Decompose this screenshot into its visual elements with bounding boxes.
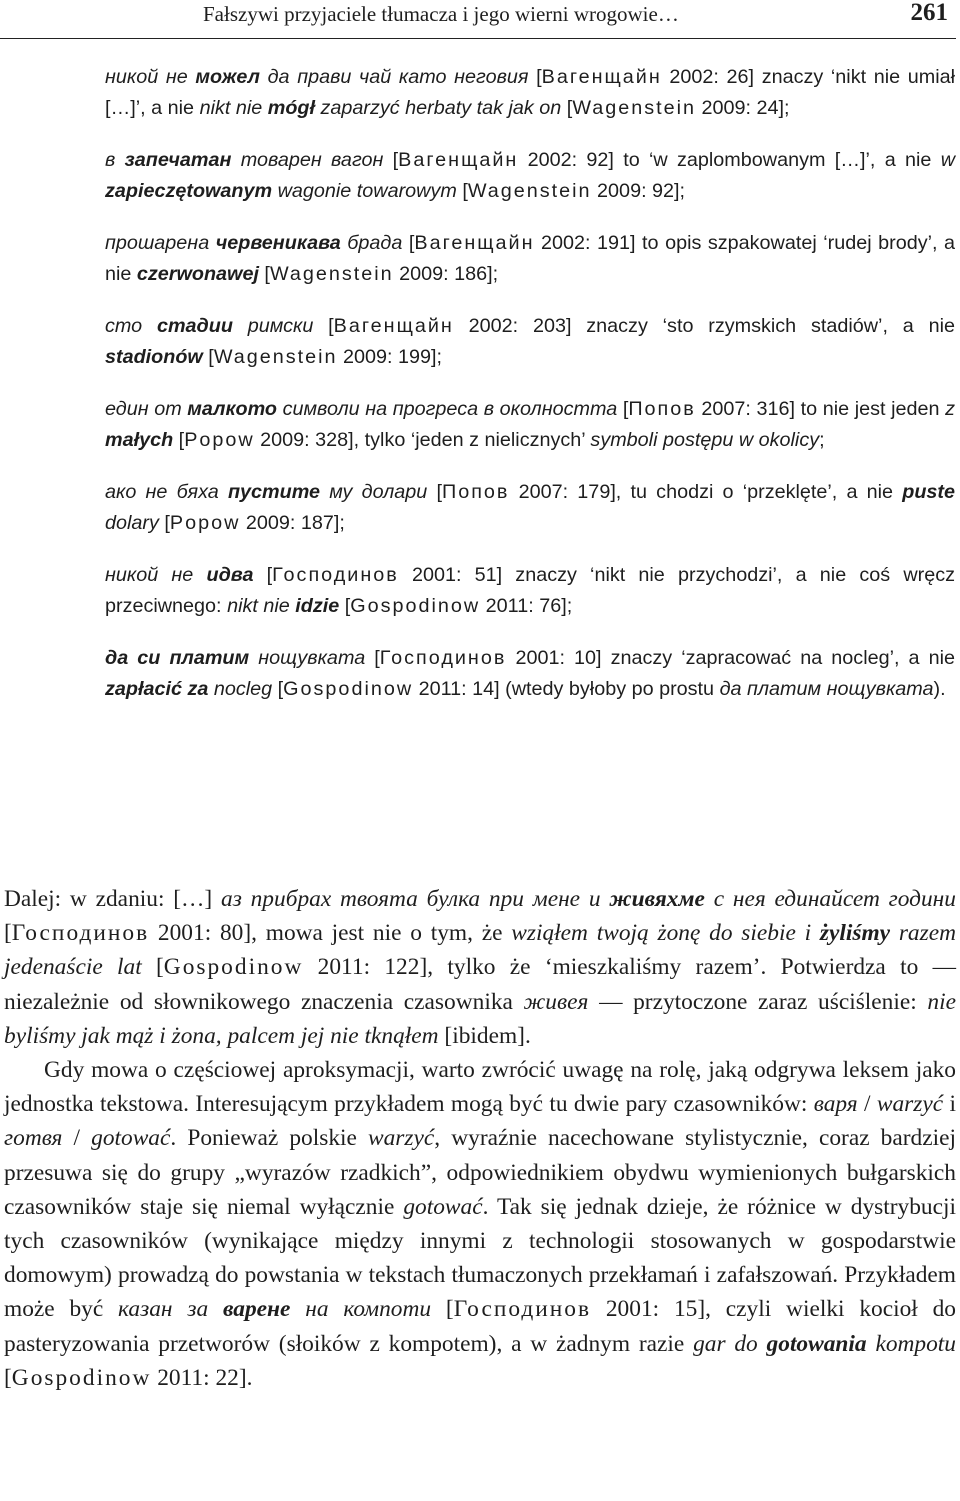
text-run: 2001: 15], czyli wielki kocioł do pasteryzowania przetworów (słoików z kompotem), a w żadnym razie [4, 1296, 956, 1357]
text-run: да прави чай като неговия [259, 66, 537, 88]
text-run: товарен вагон [231, 149, 384, 171]
text-run: idzie [295, 595, 340, 617]
text-run: Gospodinow [283, 678, 414, 700]
example-item [105, 228, 955, 290]
text-run: нощувката [249, 647, 366, 669]
text-run: [ [617, 398, 629, 420]
text-run: kompotu [866, 1330, 956, 1357]
text-run: wziąłem twoją żonę do siebie i [511, 920, 820, 947]
text-run: Gospodinow [163, 954, 304, 981]
text-run: римски [232, 315, 314, 337]
example-item [105, 394, 955, 456]
text-run: стадии [156, 315, 233, 337]
example-item [105, 560, 955, 622]
text-run: [ [456, 180, 468, 202]
text-run: [ [561, 97, 573, 119]
text-run: Dalej: w zdaniu: […] [4, 886, 221, 912]
text-run: 2011: 14] (wtedy byłoby po prostu [413, 678, 720, 700]
text-run: / [857, 1091, 877, 1118]
body-paragraph [4, 1053, 956, 1395]
text-run: Вагенщайн [541, 66, 662, 88]
text-run: един от [105, 398, 188, 420]
example-item [105, 643, 955, 705]
text-run: warzyć [876, 1091, 944, 1118]
text-run: nikt nie [227, 595, 296, 617]
text-run: живяхме [609, 886, 705, 912]
text-run: никой не [105, 564, 207, 586]
text-run: , wyraźnie nacechowane stylistycznie, coraz bardziej przesuwa się do grupy „wyrazów rzadkich”, odpowiednikiem obydwu wymienionych bułgarskich czasowników staje się niemal wyłącznie [4, 1125, 956, 1220]
text-run: 2009: 92]; [591, 180, 686, 202]
text-run: dolary [105, 512, 159, 534]
text-run: zaparzyć herbaty tak jak on [315, 97, 562, 119]
text-run: варя [813, 1091, 858, 1118]
text-run: живея [523, 988, 589, 1015]
text-run: ). [933, 678, 946, 700]
text-run: 2009: 199]; [337, 346, 443, 368]
text-run: на компоти [290, 1296, 432, 1323]
text-run: gotować [91, 1125, 171, 1152]
text-run: [ [536, 66, 542, 88]
text-run: 2009: 187]; [240, 512, 345, 534]
example-item [105, 62, 955, 124]
text-run: wagonie towarowym [272, 180, 457, 202]
body-text [4, 882, 956, 1395]
text-run: ако не бяха [105, 481, 228, 503]
text-run: zapieczętowanym [105, 180, 273, 202]
text-run: идва [206, 564, 254, 586]
text-run: [ [4, 920, 12, 947]
text-run: mógł [267, 97, 316, 119]
text-run: сто [105, 315, 157, 337]
text-run: nikt nie [199, 97, 268, 119]
text-run: [ [253, 564, 273, 586]
text-run: Попов [628, 398, 696, 420]
text-run: 2009: 328], tylko ‘jeden z nielicznych’ [254, 429, 591, 451]
text-run: 2009: 24]; [696, 97, 790, 119]
text-run: Gospodinow [11, 1364, 152, 1391]
text-run: 2011: 22]. [151, 1364, 253, 1391]
text-run: 2007: 179], tu chodzi o ‘przeklęte’, a nie [509, 481, 903, 503]
running-header [0, 0, 956, 39]
text-run: 2002: 191] to opis szpakowatej ‘rudej brody’, a nie [105, 232, 955, 285]
text-run: / [62, 1125, 92, 1152]
text-run: małych [105, 429, 174, 451]
text-run: с нея единайсет години [704, 886, 956, 912]
example-item [105, 477, 955, 539]
text-run: [ [365, 647, 380, 669]
text-run: [ [339, 595, 351, 617]
text-run: [ [383, 149, 399, 171]
text-run: пустите [227, 481, 321, 503]
text-run: 2002: 203] znaczy ‘sto rzymskich stadiów’, a nie [453, 315, 955, 337]
text-run: 2007: 316] to nie jest jeden [695, 398, 946, 420]
text-run: [ [141, 954, 164, 981]
text-run: razem jedenaście lat [4, 920, 956, 981]
text-run: [ [202, 346, 214, 368]
text-run: Wagenstein [572, 97, 697, 119]
text-run: аз прибрах твоята булка при мене и [221, 886, 610, 912]
page-number: 261 [910, 0, 948, 26]
text-run: symboli postępu w okolicy [590, 429, 820, 451]
text-run: stadionów [105, 346, 203, 368]
text-run: ; [819, 429, 825, 451]
body-paragraph [4, 882, 956, 1053]
text-run: Gdy mowa o częściowej aproksymacji, warto zwrócić uwagę na rolę, jaką odgrywa leksem jako jednostka tekstowa. Interesującym przykładem mogą być tu dwie pary czasowników: [4, 1057, 956, 1118]
text-run: warzyć [368, 1125, 435, 1152]
text-run: готвя [4, 1125, 63, 1152]
text-run: 2001: 10] znaczy ‘zapracować na nocleg’, a nie [506, 647, 956, 669]
text-run: z [945, 398, 955, 420]
text-run: gar do [693, 1330, 767, 1357]
text-run: [ [402, 232, 415, 254]
example-list [105, 62, 955, 726]
text-run: символи на прогреса в околността [277, 398, 618, 420]
text-run: . Tak się jednak dzieje, że różnice w dystrybucji tych czasowników (wynikające między innymi z technologii stosowanych w gospodarstwie domowym) prowadzą do powstania w tekstach tłumaczonych przekłamań i zafałszowań. Przykładem może być [4, 1193, 956, 1323]
text-run: [ [272, 678, 284, 700]
text-run: nocleg [208, 678, 273, 700]
text-run: nie byliśmy jak mąż i żona, palcem jej nie tknąłem [4, 988, 956, 1049]
text-run: му долари [320, 481, 428, 503]
text-run: да платим нощувката [719, 678, 934, 700]
text-run: [ [427, 481, 442, 503]
text-run: в [105, 149, 125, 171]
text-run: gotowania [766, 1330, 867, 1357]
text-run: прошарена [105, 232, 216, 254]
text-run: [ibidem]. [438, 1022, 531, 1049]
text-run: запечатан [124, 149, 232, 171]
text-run: Господинов [379, 647, 507, 669]
text-run: [ [158, 512, 170, 534]
text-run: w [940, 149, 956, 171]
text-run: 2002: 92] to ‘w zaplombowanym […]’, a nie [518, 149, 941, 171]
text-run: 2002: 26] znaczy ‘nikt nie umiał […]’, a nie [105, 66, 956, 119]
text-run: 2009: 186]; [393, 263, 499, 285]
text-run: Вагенщайн [398, 149, 519, 171]
text-run: — przytoczone zaraz uściślenie: [588, 988, 928, 1015]
text-run: Popow [184, 429, 255, 451]
text-run: 2011: 122], tylko że ‘mieszkaliśmy razem’. Potwierdza to — niezależnie od słownikowego znaczenia czasownika [4, 954, 956, 1015]
text-run: [ [173, 429, 185, 451]
text-run: Gospodinow [350, 595, 481, 617]
text-run: zapłacić za [105, 678, 209, 700]
text-run: 2001: 80], mowa jest nie o tym, że [149, 920, 512, 947]
text-run: [ [258, 263, 270, 285]
text-run: малкото [187, 398, 277, 420]
text-run: i [943, 1091, 956, 1118]
example-item [105, 145, 955, 207]
text-run: Попов [441, 481, 510, 503]
running-title: Fałszywi przyjaciele tłumacza i jego wierni wrogowie… [203, 2, 679, 26]
example-item [105, 311, 955, 373]
text-run: Господинов [453, 1296, 592, 1323]
text-run: Вагенщайн [333, 315, 454, 337]
text-run: никой не [105, 66, 196, 88]
text-run: Popow [169, 512, 241, 534]
text-run: gotować [403, 1193, 483, 1220]
text-run: казан за [118, 1296, 223, 1323]
text-run: варене [222, 1296, 291, 1323]
text-run: [ [4, 1364, 12, 1391]
text-run: . Ponieważ polskie [170, 1125, 369, 1152]
text-run: [ [431, 1296, 454, 1323]
text-run: можел [195, 66, 260, 88]
text-run: puste [902, 481, 955, 503]
text-run: Господинов [11, 920, 150, 947]
text-run: żyliśmy [819, 920, 891, 947]
text-run: брада [340, 232, 403, 254]
text-run: [ [313, 315, 334, 337]
text-run: Wagenstein [467, 180, 592, 202]
text-run: 2001: 51] znaczy ‘nikt nie przychodzi’, a nie coś wręcz przeciwnego: [105, 564, 955, 617]
text-run: да си платим [105, 647, 250, 669]
text-run: Wagenstein [213, 346, 338, 368]
text-run: червеникава [215, 232, 341, 254]
text-run: czerwonawej [136, 263, 259, 285]
text-run: 2011: 76]; [480, 595, 573, 617]
text-run: Вагенщайн [414, 232, 535, 254]
text-run: Wagenstein [269, 263, 394, 285]
text-run: Господинов [272, 564, 399, 586]
